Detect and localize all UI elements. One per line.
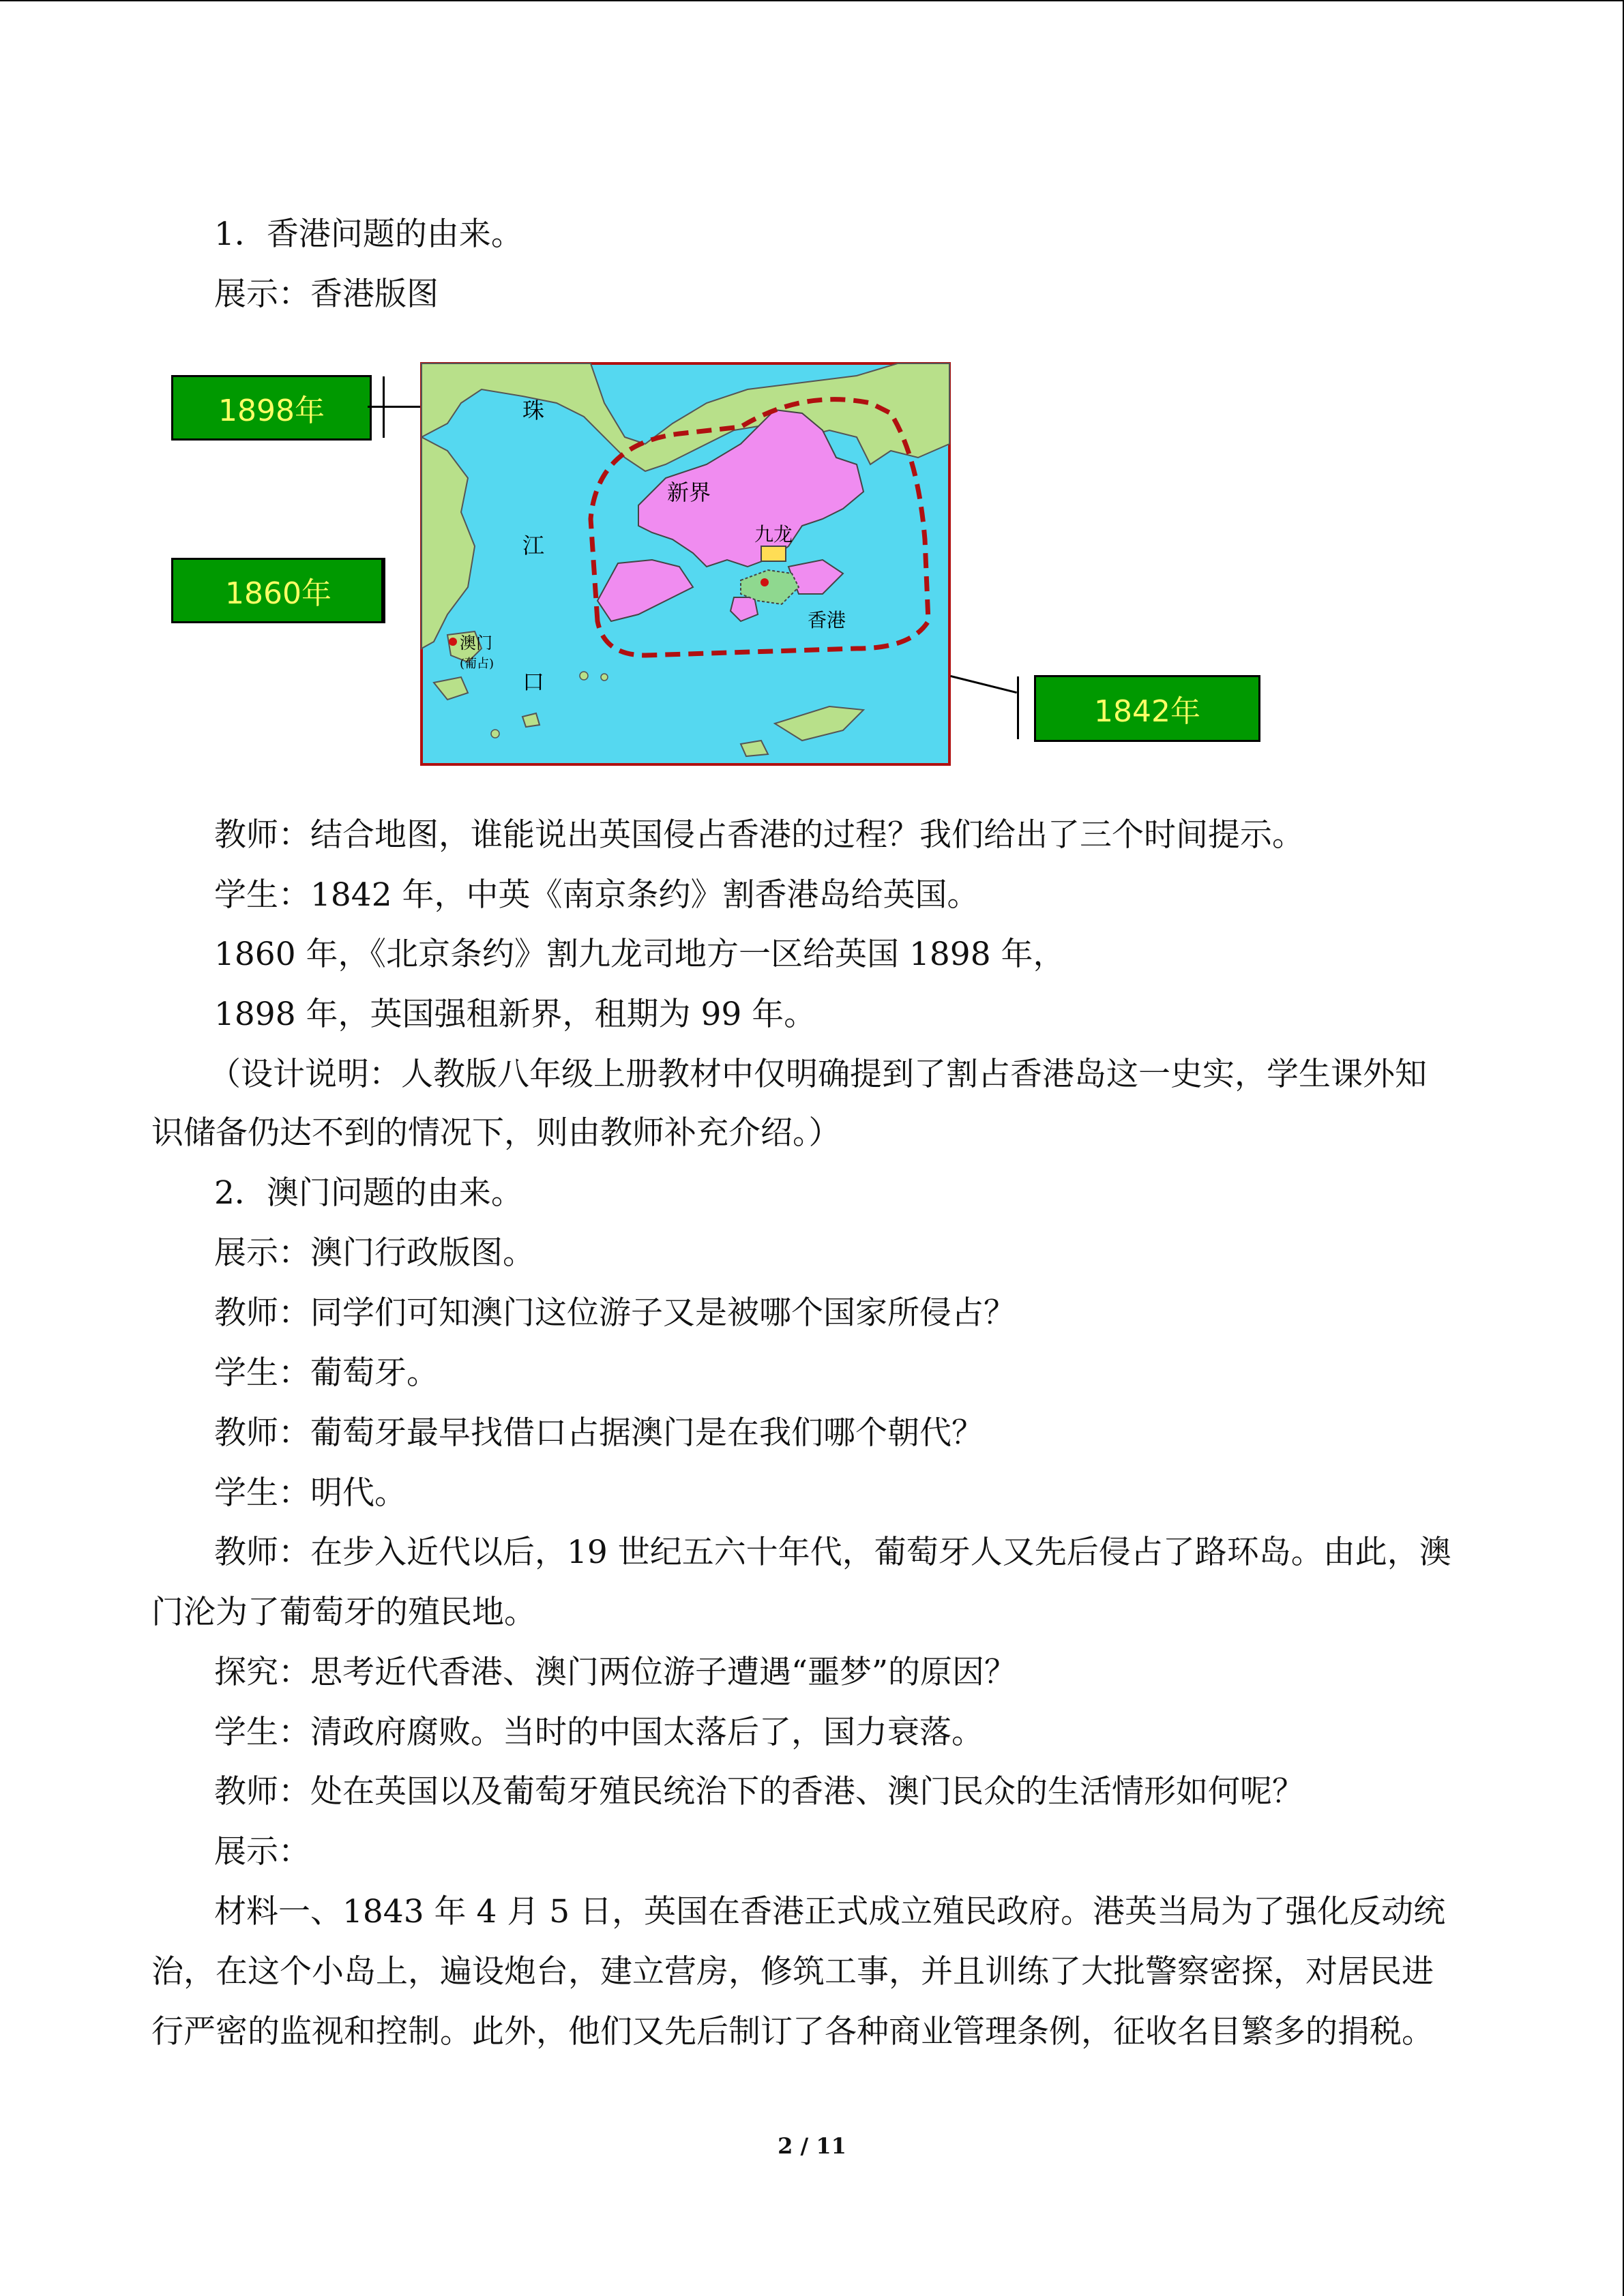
page-top-border bbox=[0, 0, 1623, 1]
map-label-xinjie: 新界 bbox=[667, 479, 711, 505]
connector-1842-diag bbox=[950, 675, 1017, 694]
hk-city-marker bbox=[761, 578, 769, 586]
connector-1842-v bbox=[1017, 676, 1019, 739]
material1-line3: 行严密的监视和控制。此外，他们又先后制订了各种商业管理条例，征收名目繁多的捐税。 bbox=[151, 2013, 1434, 2051]
section2-line-4: 教师：葡萄牙最早找借口占据澳门是在我们哪个朝代？ bbox=[214, 1414, 984, 1452]
hong-kong-map bbox=[420, 362, 951, 766]
map-label-aomen: 澳门 bbox=[460, 633, 492, 653]
show-line: 展示： bbox=[214, 1833, 310, 1870]
year-box-1842: 1842年 bbox=[1034, 675, 1260, 742]
student-line-1: 学生：1842 年，中英《南京条约》割香港岛给英国。 bbox=[214, 876, 979, 914]
year-box-1860: 1860年 bbox=[171, 558, 385, 623]
section2-heading: 2．澳门问题的由来。 bbox=[214, 1174, 523, 1212]
map-label-aomen-sub: (葡占) bbox=[460, 657, 494, 671]
connector-1898-v bbox=[383, 376, 385, 438]
map-label-jiulong: 九龙 bbox=[754, 523, 793, 546]
section2-line-3: 学生：葡萄牙。 bbox=[214, 1354, 439, 1392]
islet-1 bbox=[580, 672, 588, 680]
inquiry-line: 探究：思考近代香港、澳门两位游子遭遇“噩梦”的原因？ bbox=[214, 1654, 1017, 1691]
design-note-line2: 识储备仍达不到的情况下，则由教师补充介绍。） bbox=[151, 1114, 841, 1152]
teacher-question-line: 教师：处在英国以及葡萄牙殖民统治下的香港、澳门民众的生活情形如何呢？ bbox=[214, 1773, 1304, 1810]
student-answer-line: 学生：清政府腐败。当时的中国太落后了，国力衰落。 bbox=[214, 1714, 984, 1751]
islet-3 bbox=[491, 730, 499, 738]
fact-line-1860: 1860 年，《北京条约》割九龙司地方一区给英国 1898 年， bbox=[214, 936, 1065, 973]
connector-1860-v bbox=[381, 559, 383, 622]
section1-heading: 1．香港问题的由来。 bbox=[214, 215, 523, 253]
map-label-kou: 口 bbox=[522, 669, 545, 695]
show-map-line: 展示：香港版图 bbox=[214, 275, 439, 313]
kowloon-region bbox=[761, 546, 786, 561]
material1-line1: 材料一、1843 年 4 月 5 日，英国在香港正式成立殖民政府。港英当局为了强化反动统 bbox=[214, 1893, 1446, 1930]
connector-1898-h bbox=[368, 406, 420, 408]
teacher-line-macau-b: 门沦为了葡萄牙的殖民地。 bbox=[151, 1594, 536, 1631]
section2-line-5: 学生：明代。 bbox=[214, 1474, 407, 1512]
macau-city-marker bbox=[449, 638, 457, 646]
map-label-xianggang: 香港 bbox=[808, 609, 846, 631]
islet-2 bbox=[601, 674, 608, 681]
fact-line-1898: 1898 年，英国强租新界，租期为 99 年。 bbox=[214, 996, 816, 1033]
map-label-zhu: 珠 bbox=[522, 398, 545, 423]
section2-line-1: 展示：澳门行政版图。 bbox=[214, 1234, 535, 1272]
teacher-line-macau-a: 教师：在步入近代以后，19 世纪五六十年代，葡萄牙人又先后侵占了路环岛。由此，澳 bbox=[214, 1534, 1451, 1571]
material1-line2: 治，在这个小岛上，遍设炮台，建立营房，修筑工事，并且训练了大批警察密探，对居民进 bbox=[151, 1953, 1434, 1991]
map-label-jiang: 江 bbox=[522, 533, 545, 558]
year-box-1898: 1898年 bbox=[171, 375, 372, 441]
page-number: 2 / 11 bbox=[778, 2133, 846, 2159]
teacher-line-1: 教师：结合地图，谁能说出英国侵占香港的过程？我们给出了三个时间提示。 bbox=[214, 816, 1304, 854]
section2-line-2: 教师：同学们可知澳门这位游子又是被哪个国家所侵占？ bbox=[214, 1294, 1016, 1332]
design-note-line1: （设计说明：人教版八年级上册教材中仅明确提到了割占香港岛这一史实，学生课外知 bbox=[209, 1056, 1427, 1093]
